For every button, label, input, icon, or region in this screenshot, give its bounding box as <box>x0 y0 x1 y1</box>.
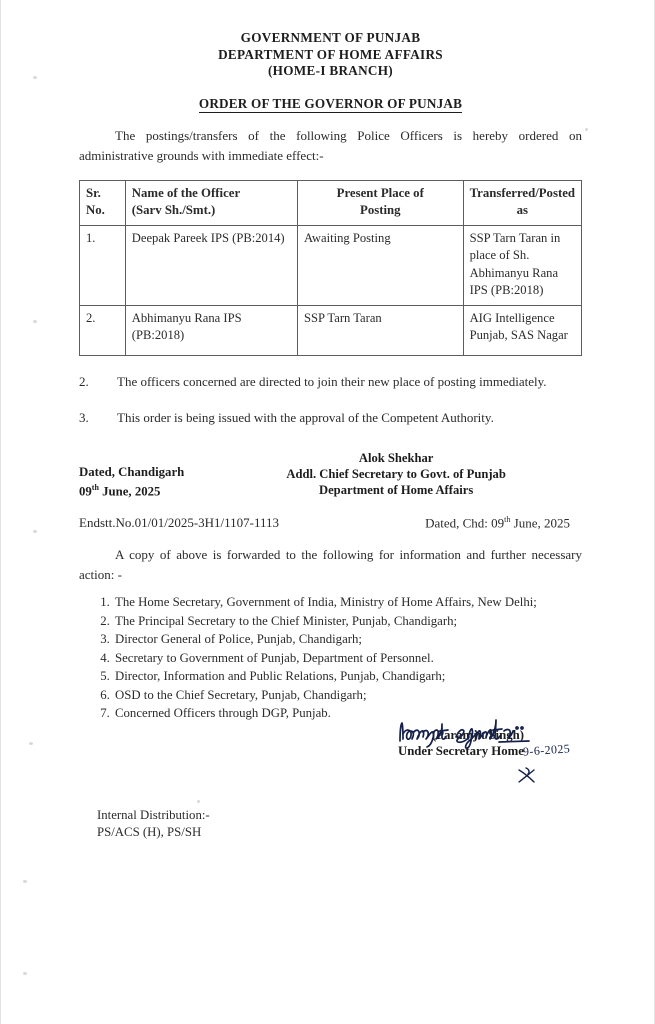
dated-suffix: th <box>91 482 99 492</box>
signatory-name: Alok Shekhar <box>358 450 434 465</box>
endorsement-date-prefix: Dated, Chd: 09 <box>425 515 505 531</box>
under-secretary-name: (Paramjit Singh) <box>431 727 524 742</box>
order-title <box>79 96 582 112</box>
signatory-department: Department of Home Affairs <box>319 482 474 497</box>
dated-place: Dated, Chandigarh <box>79 464 185 479</box>
scan-speck <box>23 880 27 883</box>
handwritten-date: 9-6-2025 <box>522 740 571 759</box>
dated-rest: June, 2025 <box>98 483 161 498</box>
list-item: 2. The Principal Secretary to the Chief Minister, Punjab, Chandigarh; <box>113 612 582 631</box>
table-row <box>80 225 582 305</box>
endorsement-date <box>425 515 582 531</box>
letterhead <box>79 30 582 80</box>
signatory-block <box>184 450 582 498</box>
under-secretary-designation: Under Secretary Home <box>397 743 524 758</box>
document-sheet <box>1 0 654 841</box>
distribution-list <box>79 593 582 723</box>
officer-name-line-2: (Sarv Sh./Smt.) <box>131 203 216 217</box>
cell-sr-no: 2. <box>80 305 126 355</box>
handwritten-initial-mark <box>516 767 538 785</box>
internal-distribution-block <box>79 807 582 841</box>
present-posting-line-2: Posting <box>360 203 401 217</box>
cell-present-posting: Awaiting Posting <box>297 225 463 305</box>
header-line-department: DEPARTMENT OF HOME AFFAIRS <box>218 46 443 62</box>
clause-3-text: This order is being issued with the approval of the Competent Authority. <box>117 409 494 425</box>
dated-block <box>79 450 184 499</box>
dated-date <box>79 480 184 499</box>
clause-3 <box>79 408 582 428</box>
cell-sr-no: 1. <box>80 225 126 305</box>
table-header <box>80 180 582 225</box>
endorsement-date-rest: June, 2025 <box>510 515 570 531</box>
under-secretary-block <box>79 727 582 785</box>
forwarding-paragraph: A copy of above is forwarded to the following for information and further necessary action: - <box>79 547 582 583</box>
endorsement-row <box>79 515 582 531</box>
list-item: 6. OSD to the Chief Secretary, Punjab, Chandigarh; <box>113 686 582 705</box>
internal-distribution-recipients: PS/ACS (H), PS/SH <box>97 824 202 839</box>
list-item: 1. The Home Secretary, Government of India, Ministry of Home Affairs, New Delhi; <box>113 593 582 612</box>
list-item: 7. Concerned Officers through DGP, Punjab. <box>113 704 582 723</box>
table-header-row <box>80 180 582 225</box>
sr-no-line-1: Sr. <box>86 185 101 200</box>
column-header-present-posting <box>297 180 463 225</box>
column-header-transferred: Transferred/Posted as <box>463 180 581 225</box>
order-title-text: ORDER OF THE GOVERNOR OF PUNJAB <box>198 95 463 111</box>
signature-row <box>79 450 582 499</box>
column-header-officer-name <box>125 180 297 225</box>
endorsement-number: Endstt.No.01/01/2025-3H1/1107-1113 <box>79 514 280 530</box>
clause-2 <box>79 372 582 392</box>
table-row <box>80 305 582 355</box>
officer-name-line-1: Name of the Officer <box>131 185 241 200</box>
clause-3-number: 3. <box>79 409 89 425</box>
list-item: 5. Director, Information and Public Relations, Punjab, Chandigarh; <box>113 667 582 686</box>
header-line-branch: (HOME-I BRANCH) <box>267 63 393 78</box>
cell-transferred: AIG Intelligence Punjab, SAS Nagar <box>463 305 581 355</box>
clause-2-text: The officers concerned are directed to join their new place of posting immediately. <box>117 373 547 389</box>
present-posting-line-1: Present Place of <box>336 185 424 200</box>
table-body <box>80 225 582 355</box>
list-item: 4. Secretary to Government of Punjab, Department of Personnel. <box>113 649 582 668</box>
dated-day: 09 <box>79 483 92 498</box>
signatory-designation: Addl. Chief Secretary to Govt. of Punjab <box>286 466 506 481</box>
list-item: 3. Director General of Police, Punjab, Chandigarh; <box>113 630 582 649</box>
cell-transferred: SSP Tarn Taran in place of Sh. Abhimanyu Rana IPS (PB:2018) <box>463 225 581 305</box>
opening-paragraph: The postings/transfers of the following Police Officers is hereby ordered on administrative grounds with immediate effect:- <box>79 127 582 163</box>
cell-officer-name: Abhimanyu Rana IPS (PB:2018) <box>125 305 297 355</box>
cell-present-posting: SSP Tarn Taran <box>297 305 463 355</box>
endorsement-date-suffix: th <box>504 514 511 524</box>
header-line-government: GOVERNMENT OF PUNJAB <box>240 30 421 45</box>
cell-officer-name: Deepak Pareek IPS (PB:2014) <box>125 225 297 305</box>
sr-no-line-2: No. <box>86 203 105 217</box>
internal-distribution-label: Internal Distribution:- <box>97 807 210 822</box>
column-header-sr-no <box>80 180 126 225</box>
transfer-order-table <box>79 180 582 356</box>
clause-2-number: 2. <box>79 373 89 389</box>
scan-speck <box>23 972 27 975</box>
